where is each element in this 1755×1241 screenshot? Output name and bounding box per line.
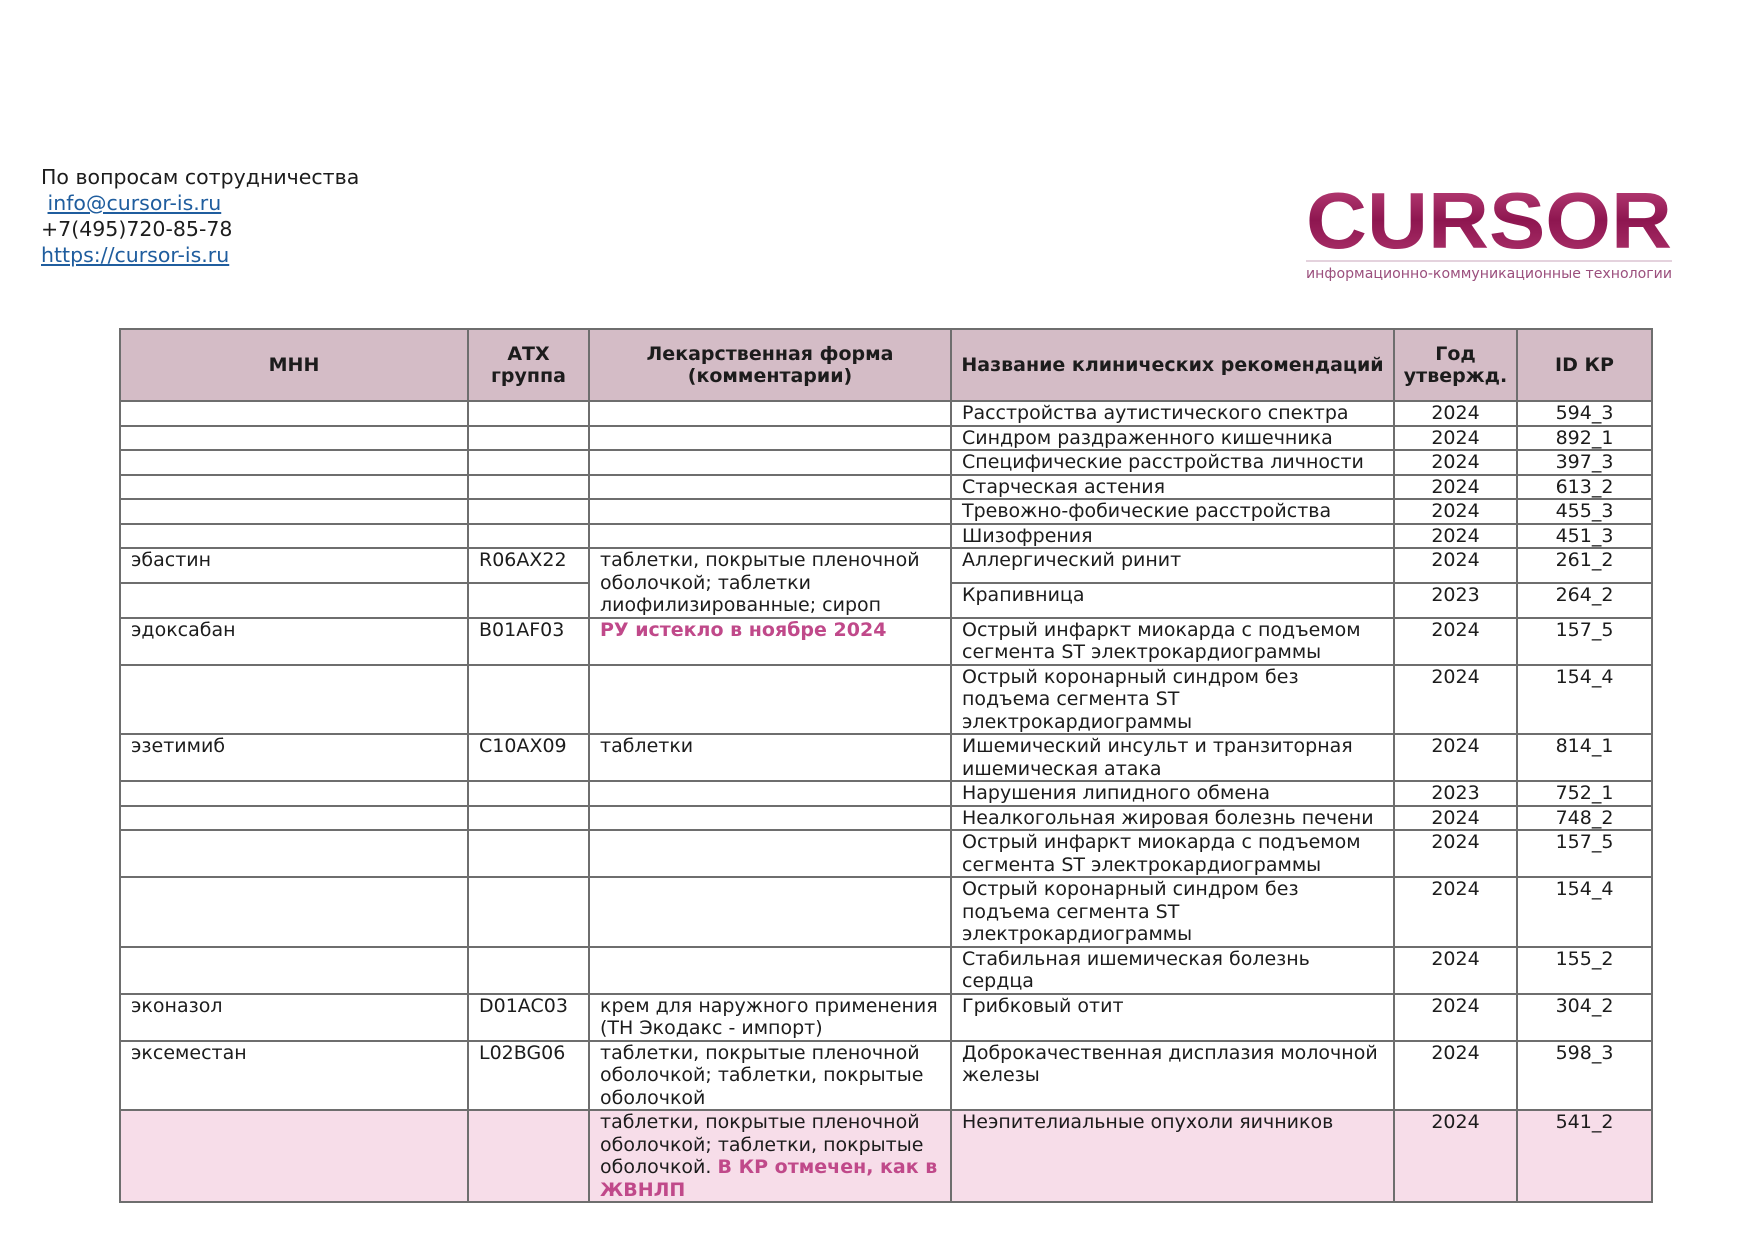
cell-form [589,1110,951,1202]
cell-recommendation: Старческая астения [951,475,1394,500]
cell-mnn: эзетимиб [120,734,468,781]
cell-form [589,947,951,994]
cell-mnn [120,830,468,877]
cell-form [589,426,951,451]
cell-year: 2023 [1394,781,1517,806]
cell-atx [468,830,589,877]
header-form: Лекарственная форма (комментарии) [589,329,951,401]
cell-mnn [120,947,468,994]
table-row [120,665,1652,735]
form-text: крем для наружного применения (ТН Экодакс - импорт) [600,994,938,1039]
cell-recommendation: Неалкогольная жировая болезнь печени [951,806,1394,831]
cell-id: 261_2 [1517,548,1652,583]
cell-recommendation: Острый коронарный синдром без подъема сегмента ST электрокардиограммы [951,665,1394,735]
cell-year: 2024 [1394,947,1517,994]
cell-atx [468,583,589,618]
cell-id: 541_2 [1517,1110,1652,1202]
cell-id: 451_3 [1517,524,1652,549]
cell-id: 154_4 [1517,877,1652,947]
cell-atx [468,524,589,549]
table-row [120,426,1652,451]
cell-atx [468,499,589,524]
cell-atx: C10AX09 [468,734,589,781]
table-row [120,1110,1652,1202]
cell-recommendation: Острый коронарный синдром без подъема сегмента ST электрокардиограммы [951,877,1394,947]
cell-year: 2024 [1394,450,1517,475]
cell-recommendation: Ишемический инсульт и транзиторная ишемическая атака [951,734,1394,781]
cell-form [589,806,951,831]
cell-form [589,830,951,877]
cell-year: 2024 [1394,401,1517,426]
cell-id: 157_5 [1517,830,1652,877]
cell-mnn [120,877,468,947]
table-row [120,499,1652,524]
cell-atx [468,806,589,831]
cell-atx [468,665,589,735]
cell-recommendation: Специфические расстройства личности [951,450,1394,475]
cell-recommendation: Шизофрения [951,524,1394,549]
form-text: таблетки, покрытые пленочной оболочкой; таблетки, покрытые оболочкой. [600,1111,924,1178]
cell-mnn [120,401,468,426]
cell-mnn [120,475,468,500]
cell-id: 814_1 [1517,734,1652,781]
cell-year: 2024 [1394,426,1517,451]
cell-id: 264_2 [1517,583,1652,618]
table-row [120,830,1652,877]
cell-year: 2024 [1394,524,1517,549]
cell-year: 2024 [1394,806,1517,831]
cell-form [589,450,951,475]
recommendations-table [119,328,1653,1203]
cell-form [589,1041,951,1111]
cell-year: 2024 [1394,1041,1517,1111]
cell-mnn [120,499,468,524]
cell-form [589,665,951,735]
cell-form [589,877,951,947]
cell-recommendation: Расстройства аутистического спектра [951,401,1394,426]
table-row [120,806,1652,831]
form-text: таблетки, покрытые пленочной оболочкой; таблетки, покрытые оболочкой [600,1041,924,1109]
cell-mnn [120,665,468,735]
cell-id: 892_1 [1517,426,1652,451]
cell-atx [468,947,589,994]
cell-mnn [120,1110,468,1202]
cell-form [589,524,951,549]
cell-mnn [120,524,468,549]
cell-mnn: эдоксабан [120,618,468,665]
cell-id: 455_3 [1517,499,1652,524]
cell-mnn [120,426,468,451]
cell-atx: L02BG06 [468,1041,589,1111]
cell-atx [468,1110,589,1202]
header-atx: АТХ группа [468,329,589,401]
cell-recommendation: Грибковый отит [951,994,1394,1041]
cell-id: 748_2 [1517,806,1652,831]
cell-id: 154_4 [1517,665,1652,735]
header-mnn: МНН [120,329,468,401]
cell-id: 157_5 [1517,618,1652,665]
cell-mnn [120,450,468,475]
header-year: Год утвержд. [1394,329,1517,401]
email-link[interactable]: info@cursor-is.ru [47,191,222,215]
cell-atx: R06AX22 [468,548,589,583]
cursor-logo [1306,182,1676,288]
table-row [120,475,1652,500]
cell-recommendation: Аллергический ринит [951,548,1394,583]
table-row [120,994,1652,1041]
cell-id: 397_3 [1517,450,1652,475]
logo-tagline: информационно-коммуникационные технологии [1306,266,1672,282]
cell-year: 2024 [1394,665,1517,735]
cell-atx [468,781,589,806]
cell-recommendation: Острый инфаркт миокарда с подъемом сегмента ST электрокардиограммы [951,830,1394,877]
form-note: В КР отмечен, как в ЖВНЛП [600,1156,938,1201]
cell-form [589,475,951,500]
cell-id: 594_3 [1517,401,1652,426]
cell-mnn [120,583,468,618]
cell-mnn [120,781,468,806]
cell-id: 613_2 [1517,475,1652,500]
cell-year: 2024 [1394,830,1517,877]
phone-number: +7(495)720-85-78 [41,217,233,241]
table-row [120,450,1652,475]
cell-recommendation: Крапивница [951,583,1394,618]
table-row [120,781,1652,806]
cell-atx: D01AC03 [468,994,589,1041]
table-row [120,877,1652,947]
cell-mnn: эксеместан [120,1041,468,1111]
cell-form [589,499,951,524]
cell-year: 2024 [1394,994,1517,1041]
cell-year: 2024 [1394,618,1517,665]
header-id: ID КР [1517,329,1652,401]
cell-recommendation: Синдром раздраженного кишечника [951,426,1394,451]
cell-id: 304_2 [1517,994,1652,1041]
form-text: таблетки, покрытые пленочной оболочкой; таблетки лиофилизированные; сироп [600,549,920,616]
cell-year: 2024 [1394,877,1517,947]
cell-id: 598_3 [1517,1041,1652,1111]
cell-mnn: эконазол [120,994,468,1041]
website-link[interactable]: https://cursor-is.ru [41,243,230,267]
contact-block [41,164,359,268]
cell-atx [468,426,589,451]
table-row [120,947,1652,994]
table-row [120,618,1652,665]
form-note: РУ истекло в ноябре 2024 [600,618,887,641]
cell-year: 2023 [1394,583,1517,618]
contact-heading: По вопросам сотрудничества [41,165,360,189]
table-header-row [120,329,1652,401]
cell-form [589,548,951,618]
table-row [120,734,1652,781]
cell-mnn [120,806,468,831]
cell-year: 2024 [1394,475,1517,500]
cell-form [589,734,951,781]
cell-atx [468,877,589,947]
cell-atx: B01AF03 [468,618,589,665]
cell-recommendation: Тревожно-фобические расстройства [951,499,1394,524]
cell-year: 2024 [1394,499,1517,524]
cell-recommendation: Неэпителиальные опухоли яичников [951,1110,1394,1202]
header-recommendation: Название клинических рекомендаций [951,329,1394,401]
cell-year: 2024 [1394,734,1517,781]
table-row [120,401,1652,426]
logo-wordmark: CURSOR [1306,182,1672,265]
cell-recommendation: Острый инфаркт миокарда с подъемом сегмента ST электрокардиограммы [951,618,1394,665]
cell-id: 155_2 [1517,947,1652,994]
cell-form [589,401,951,426]
cell-year: 2024 [1394,1110,1517,1202]
cell-atx [468,475,589,500]
cell-recommendation: Доброкачественная дисплазия молочной железы [951,1041,1394,1111]
cell-recommendation: Нарушения липидного обмена [951,781,1394,806]
cell-id: 752_1 [1517,781,1652,806]
cell-atx [468,401,589,426]
cell-mnn: эбастин [120,548,468,583]
table-row [120,548,1652,583]
cell-form [589,994,951,1041]
cell-form [589,618,951,665]
table-row [120,524,1652,549]
cell-year: 2024 [1394,548,1517,583]
cell-atx [468,450,589,475]
form-text: таблетки [600,735,694,757]
table-row [120,1041,1652,1111]
cell-form [589,781,951,806]
cell-recommendation: Стабильная ишемическая болезнь сердца [951,947,1394,994]
